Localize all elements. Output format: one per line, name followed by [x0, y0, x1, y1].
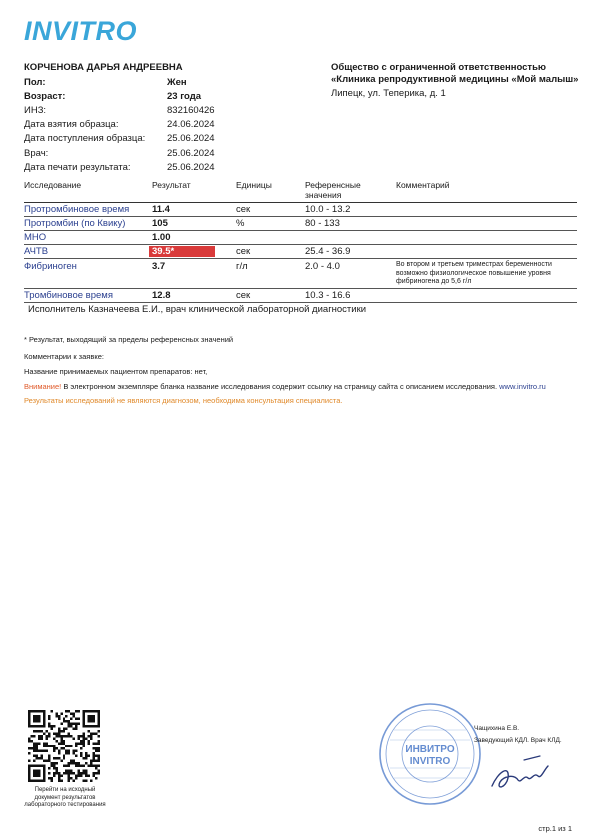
patient-label: Дата взятия образца:: [24, 119, 119, 131]
ref-value: 80 - 133: [305, 218, 340, 229]
table-row: [24, 231, 577, 245]
ref-value: 25.4 - 36.9: [305, 246, 351, 257]
units-value: сек: [236, 204, 251, 215]
test-link-prothrombin-time[interactable]: Протромбиновое время: [24, 204, 130, 215]
result-value: [152, 246, 236, 257]
qr-caption: Перейти на исходный документ результатов лабораторного тестирования: [24, 787, 106, 808]
patient-row-doctor: [24, 146, 314, 160]
patient-label: Дата печати результата:: [24, 161, 131, 173]
patient-value: 23 года: [167, 90, 202, 102]
patient-value: 832160426: [167, 104, 215, 116]
qr-code[interactable]: [28, 710, 100, 782]
header-comment: Комментарий: [396, 180, 450, 190]
ref-value: 10.3 - 16.6: [305, 290, 351, 301]
stamp-text-bottom: INVITRO: [409, 756, 451, 767]
organization-address: Липецк, ул. Теперика, д. 1: [331, 88, 446, 99]
signer-block: [474, 723, 562, 747]
header-ref: Референсные значения: [305, 180, 361, 200]
result-text: 1.00: [152, 232, 171, 243]
patient-value: 24.06.2024: [167, 119, 215, 131]
test-link-inr[interactable]: МНО: [24, 232, 47, 243]
result-text: 105: [152, 218, 168, 229]
patient-label: Дата поступления образца:: [24, 133, 146, 145]
comment-value: Во втором и третьем триместрах беременности возможно физиологическое повышение уровня фибриногена до 5,6 г/л: [396, 261, 552, 285]
patient-row-sex: [24, 75, 314, 89]
result-value: [152, 261, 236, 272]
table-row: [24, 289, 577, 303]
header-test: Исследование: [24, 180, 82, 190]
table-row: [24, 217, 577, 231]
results-table-header: [24, 180, 577, 203]
patient-value: 25.06.2024: [167, 161, 215, 173]
invitro-logo: INVITRO: [24, 16, 138, 46]
patient-row-age: [24, 89, 314, 103]
invitro-site-link[interactable]: www.invitro.ru: [499, 382, 546, 391]
organization-info: [331, 62, 581, 99]
ref-value: 2.0 - 4.0: [305, 261, 340, 272]
warning-note: [24, 382, 577, 391]
doctor-signature: [488, 752, 552, 796]
result-flag-out-of-range: 39.5*: [149, 246, 215, 257]
result-value: [152, 290, 236, 301]
patient-row-received-date: [24, 132, 314, 146]
result-value: [152, 232, 236, 243]
test-link-thrombin-time[interactable]: Тромбиновое время: [24, 290, 113, 301]
results-table: [24, 180, 577, 315]
out-of-range-note: * Результат, выходящий за пределы референсных значений: [24, 335, 234, 344]
units-value: сек: [236, 246, 251, 257]
warning-prefix: Внимание!: [24, 382, 62, 391]
page-number: стр.1 из 1: [538, 824, 572, 833]
warning-text: В электронном экземпляре бланка название исследования содержит ссылку на страницу сайта с описанием исследования.: [61, 382, 498, 391]
result-text: 11.4: [152, 204, 170, 215]
patient-value: Жен: [167, 76, 187, 88]
patient-label: Врач:: [24, 147, 49, 159]
header-units: Единицы: [236, 180, 272, 190]
table-row: [24, 245, 577, 259]
drugs-note: Название принимаемых пациентом препаратов: нет,: [24, 367, 208, 376]
executor-line: Исполнитель Казначеева Е.И., врач клинической лабораторной диагностики: [28, 304, 367, 315]
disclaimer-note: Результаты исследований не являются диагнозом, необходима консультация специалиста.: [24, 396, 343, 405]
result-text: 3.7: [152, 261, 166, 272]
signer-position: Заведующий КДЛ. Врач КЛД.: [474, 737, 562, 744]
patient-value: 25.06.2024: [167, 147, 215, 159]
patient-value: 25.06.2024: [167, 133, 215, 145]
result-text: 12.8: [152, 290, 171, 301]
lab-stamp-seal: [376, 700, 484, 808]
ref-value: 10.0 - 13.2: [305, 204, 351, 215]
patient-label: ИНЗ:: [24, 104, 47, 116]
patient-row-inz: [24, 103, 314, 117]
units-value: г/л: [236, 261, 248, 272]
table-row: [24, 203, 577, 217]
signer-name: Чащихина Е.В.: [474, 725, 520, 732]
patient-info: [24, 62, 314, 174]
patient-label: Возраст:: [24, 90, 66, 102]
units-value: %: [236, 218, 245, 229]
test-link-aptt[interactable]: АЧТВ: [24, 246, 49, 257]
test-link-quick-prothrombin[interactable]: Протромбин (по Квику): [24, 218, 126, 229]
patient-name: КОРЧЕНОВА ДАРЬЯ АНДРЕЕВНА: [24, 62, 183, 73]
patient-label: Пол:: [24, 76, 46, 88]
patient-row-sample-date: [24, 118, 314, 132]
result-value: [152, 218, 236, 229]
units-value: сек: [236, 290, 251, 301]
table-row: [24, 259, 577, 289]
result-value: [152, 204, 236, 215]
header-result: Результат: [152, 180, 191, 190]
stamp-text-top: ИНВИТРО: [405, 744, 455, 755]
organization-name: Общество с ограниченной ответственностью «Клиника репродуктивной медицины «Мой малыш»: [331, 62, 579, 85]
patient-row-print-date: [24, 160, 314, 174]
comments-title: Комментарии к заявке:: [24, 352, 104, 361]
test-link-fibrinogen[interactable]: Фибриноген: [24, 261, 77, 272]
